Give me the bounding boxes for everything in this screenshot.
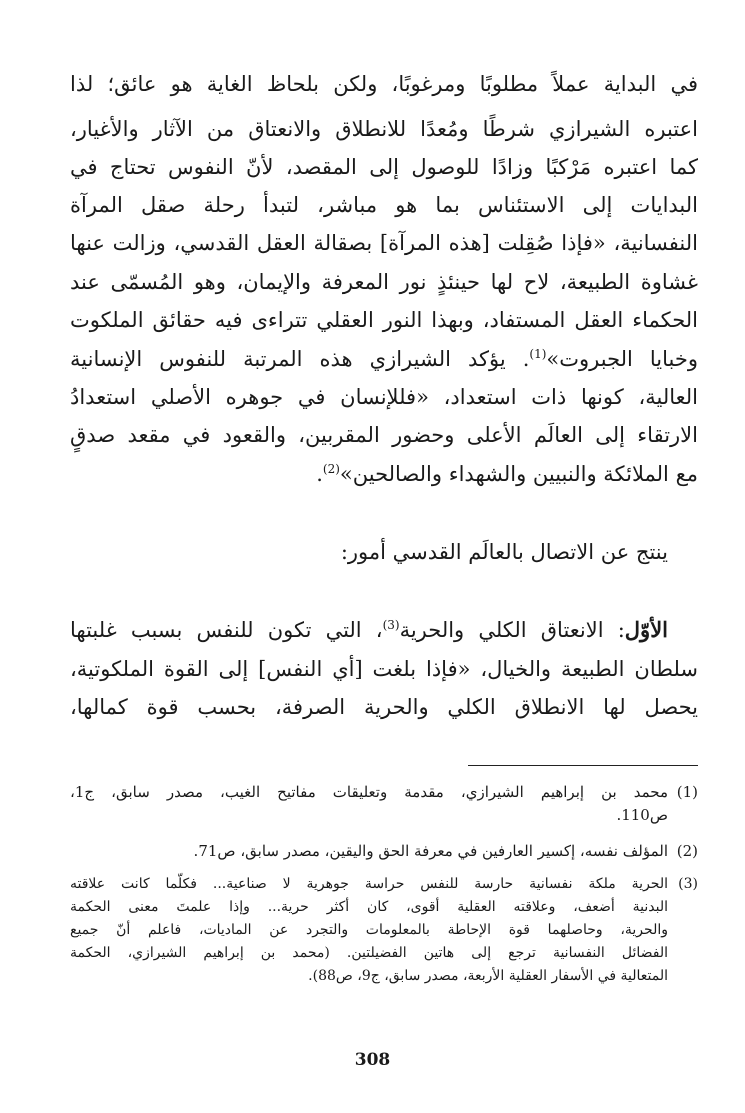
footnote-ref-2: (2) <box>322 462 340 476</box>
body-line-3: كما اعتبره مَرْكبًا وزادًا للوصول إلى المقصد، لأنّ النفوس تحتاج في <box>70 155 698 179</box>
footnote-3-line-2: البدنية أضعف، وعلاقته العقلية أقوى، كان أكثر حرية... وإذا علمتَ معنى الحكمة <box>70 899 668 915</box>
body-line-8-rest: . يؤكد الشيرازي هذه المرتبة للنفوس الإنسانية <box>70 347 530 371</box>
body-line-7: الحكماء العقل المستفاد، وبهذا النور العقلي تتراءى فيه حقائق الملكوت <box>70 308 698 332</box>
footnote-3 <box>70 873 698 988</box>
first-item-line-1 <box>70 615 668 645</box>
page-number: 308 <box>354 1050 391 1070</box>
footnote-ref-3: (3) <box>382 618 400 632</box>
first-item-tail: ، التي تكون للنفس بسبب غلبتها <box>70 618 383 642</box>
body-line-10: الارتقاء إلى العالَم الأعلى وحضور المقربين، والقعود في مقعد صدقٍ <box>70 423 698 447</box>
body-line-8-quote: وخبايا الجبروت» <box>546 347 698 371</box>
first-item-label: الأوّل <box>624 617 669 642</box>
first-item-line-2: سلطان الطبيعة والخيال، «فإذا بلغت [أي النفس] إلى القوة الملكوتية، <box>70 657 698 681</box>
body-line-11-text: مع الملائكة والنبيين والشهداء والصالحين» <box>339 462 698 486</box>
footnote-3-line-4: الفضائل النفسانية ترجع إلى هاتين الفضيلتين. (محمد بن إبراهيم الشيرازي، الحكمة <box>70 945 668 961</box>
footnote-2-number: (2) <box>676 842 698 860</box>
footnote-1 <box>70 781 698 827</box>
body-line-6: غشاوة الطبيعة، لاح لها حينئذٍ نور المعرفة والإيمان، وهو المُسمّى عند <box>70 270 698 294</box>
footnote-2-line-1: المؤلف نفسه، إكسير العارفين في معرفة الحق واليقين، مصدر سابق، ص71. <box>193 842 668 860</box>
section-intro: ينتج عن الاتصال بالعالَم القدسي أمور: <box>340 540 668 564</box>
body-line-11 <box>70 459 698 489</box>
first-item-line-3: يحصل لها الانطلاق الكلي والحرية الصرفة، بحسب قوة كمالها، <box>70 695 698 719</box>
footnote-1-line-2: ص110. <box>616 806 668 824</box>
footnote-3-line-5: المتعالية في الأسفار العقلية الأربعة، مصدر سابق، ج9، ص88). <box>308 968 668 984</box>
footnote-3-line-1: الحرية ملكة نفسانية حارسة للنفس حراسة جوهرية لا صناعية... فكلّما كانت علاقته <box>70 876 668 892</box>
footnote-2 <box>70 840 698 863</box>
body-line-11-end: . <box>316 462 323 486</box>
footnote-1-line-1: محمد بن إبراهيم الشيرازي، مقدمة وتعليقات مفاتيح الغيب، مصدر سابق، ج1، <box>70 783 668 801</box>
footnote-ref-1: (1) <box>529 347 547 361</box>
first-item-text: : الانعتاق الكلي والحرية <box>399 618 625 642</box>
footnote-3-number: (3) <box>678 876 698 892</box>
body-line-4: البدايات إلى الاستئناس بما هو مباشر، لتبدأ رحلة صقل المرآة <box>70 193 698 217</box>
body-line-5: النفسانية، «فإذا صُقِلت [هذه المرآة] بصقالة العقل القدسي، وزالت عنها <box>70 231 698 255</box>
body-line-9: العالية، كونها ذات استعداد، «فللإنسان في جوهره الأصلي استعدادُ <box>70 385 698 409</box>
footnote-3-line-3: والحرية، وحاصلهما قوة الإحاطة بالمعلومات والتجرد عن الماديات، فاعلم أنّ جميع <box>70 922 668 938</box>
footnote-1-number: (1) <box>676 783 698 801</box>
body-line-8 <box>70 344 698 374</box>
footnote-separator <box>468 765 698 766</box>
body-line-1: في البداية عملاً مطلوبًا ومرغوبًا، ولكن بلحاظ الغاية هو عائق؛ لذا <box>70 72 698 96</box>
body-line-2: اعتبره الشيرازي شرطًا ومُعدًا للانطلاق والانعتاق من الآثار والأغيار، <box>70 117 698 141</box>
